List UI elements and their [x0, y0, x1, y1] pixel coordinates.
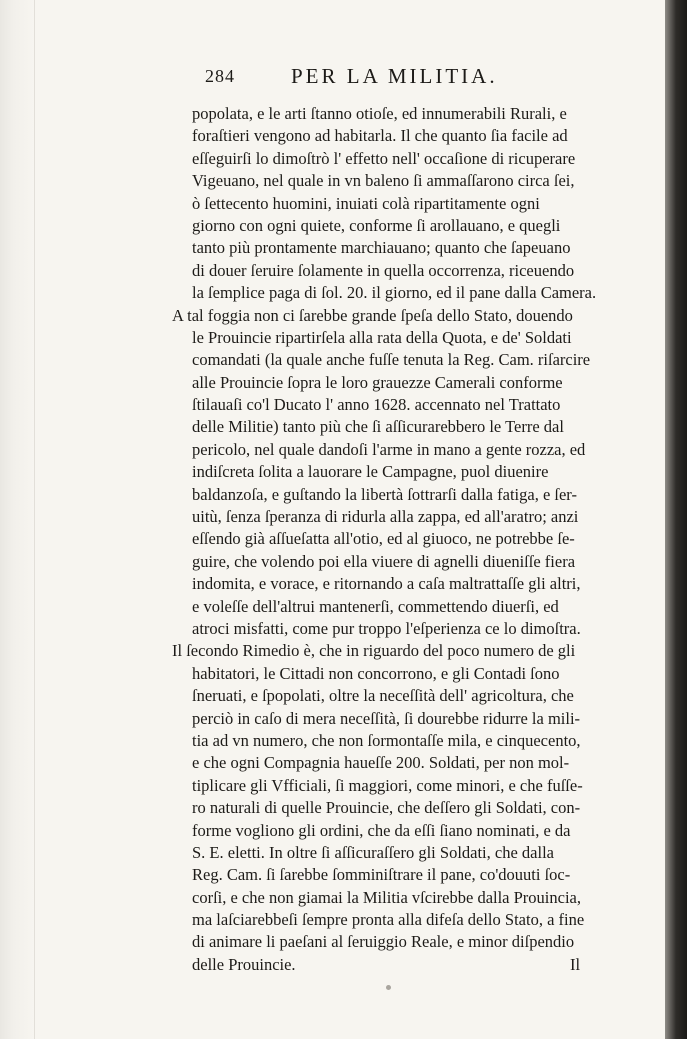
text-line: tia ad vn numero, che non ſormontaſſe mila, e cinquecento,	[192, 730, 581, 750]
text-line: corſi, e che non giamai la Militia vſcirebbe dalla Prouincia,	[192, 887, 581, 907]
text-line: foraſtieri vengono ad habitarla. Il che quanto ſia facile ad	[192, 126, 568, 146]
text-line: uitù, ſenza ſperanza di ridurla alla zappa, ed all'aratro; anzi	[192, 507, 579, 527]
text-line: habitatori, le Cittadi non concorrono, e gli Contadi ſono	[192, 663, 560, 683]
text-line: alle Prouincie ſopra le loro grauezze Camerali conforme	[192, 372, 563, 392]
text-line: di douer ſeruire ſolamente in quella occorrenza, riceuendo	[192, 260, 575, 280]
text-line: ſtilauaſi co'l Ducato l' anno 1628. accennato nel Trattato	[192, 395, 561, 415]
catchword: Il	[570, 954, 581, 974]
text-line: la ſemplice paga di ſol. 20. il giorno, ed il pane dalla Camera.	[192, 283, 597, 303]
text-line: forme vogliono gli ordini, che da eſſi ſiano nominati, e da	[192, 820, 571, 840]
text-line: delle Militie) tanto più che ſi aſſicurarebbero le Terre dal	[192, 417, 564, 437]
text-line: di animare li paeſani al ſeruiggio Reale, e minor diſpendio	[192, 932, 575, 952]
text-line: perciò in caſo di mera neceſſità, ſi dourebbe ridurre la mili-	[192, 708, 581, 728]
text-line: popolata, e le arti ſtanno otioſe, ed innumerabili Rurali, e	[192, 104, 567, 123]
text-line: pericolo, nel quale dandoſi l'arme in mano a gente rozza, ed	[192, 439, 586, 459]
text-line: tanto più prontamente marchiauano; quanto che ſapeuano	[192, 238, 571, 258]
text-line: eſſeguirſi lo dimoſtrò l' effetto nell' occaſione di ricuperare	[192, 148, 576, 168]
text-line: indiſcreta ſolita a lauorare le Campagne, puol diuenire	[192, 462, 549, 482]
text-line: S. E. eletti. In oltre ſi aſſicuraſſero gli Soldati, che dalla	[192, 842, 554, 862]
text-line: tiplicare gli Vfficiali, ſi maggiori, come minori, e che fuſſe-	[192, 775, 583, 795]
text-line: ma laſciarebbeſi ſempre pronta alla difeſa dello Stato, a fine	[192, 910, 585, 930]
final-line	[172, 954, 602, 976]
text-line: le Prouincie ripartirſela alla rata della Quota, e de' Soldati	[192, 327, 572, 347]
page-number: 284	[205, 66, 235, 86]
text-line: atroci misfatti, come pur troppo l'eſperienza ce lo dimoſtra.	[192, 618, 581, 638]
body-text	[172, 103, 602, 976]
text-line: Il ſecondo Rimedio è, che in riguardo del poco numero de gli	[172, 641, 576, 661]
page-gutter	[0, 0, 35, 1039]
text-line: giorno con ogni quiete, conforme ſi arollauano, e quegli	[192, 215, 561, 235]
running-title: PER LA MILITIA.	[291, 64, 498, 88]
text-line: eſſendo già aſſueſatta all'otio, ed al giuoco, ne potrebbe ſe-	[192, 529, 575, 549]
text-line: delle Prouincie.	[192, 954, 296, 974]
text-line: e che ogni Compagnia haueſſe 200. Soldati, per non mol-	[192, 753, 570, 773]
text-line: baldanzoſa, e guſtando la libertà ſottrarſi dalla fatiga, e ſer-	[192, 484, 577, 504]
text-line: indomita, e vorace, e ritornando a caſa maltrattaſſe gli altri,	[192, 574, 581, 594]
text-line: comandati (la quale anche fuſſe tenuta la Reg. Cam. riſarcire	[192, 350, 591, 370]
page-header	[205, 66, 505, 92]
text-line: A tal foggia non ci ſarebbe grande ſpeſa dello Stato, douendo	[172, 305, 573, 325]
text-line: Reg. Cam. ſi ſarebbe ſomminiſtrare il pane, co'douuti ſoc-	[192, 865, 571, 885]
book-edge	[665, 0, 687, 1039]
text-line: e voleſſe dell'altrui mantenerſi, commettendo diuerſi, ed	[192, 596, 559, 616]
text-line: Vigeuano, nel quale in vn baleno ſi ammaſſarono circa ſei,	[192, 171, 575, 191]
text-line: ò ſettecento huomini, inuiati colà ripartitamente ogni	[192, 193, 540, 213]
page-speck	[386, 985, 391, 990]
text-line: guire, che volendo poi ella viuere di agnelli diueniſſe fiera	[192, 551, 576, 571]
text-line: ro naturali di quelle Prouincie, che deſſero gli Soldati, con-	[192, 798, 581, 818]
text-line: ſneruati, e ſpopolati, oltre la neceſſità dell' agricoltura, che	[192, 686, 574, 706]
